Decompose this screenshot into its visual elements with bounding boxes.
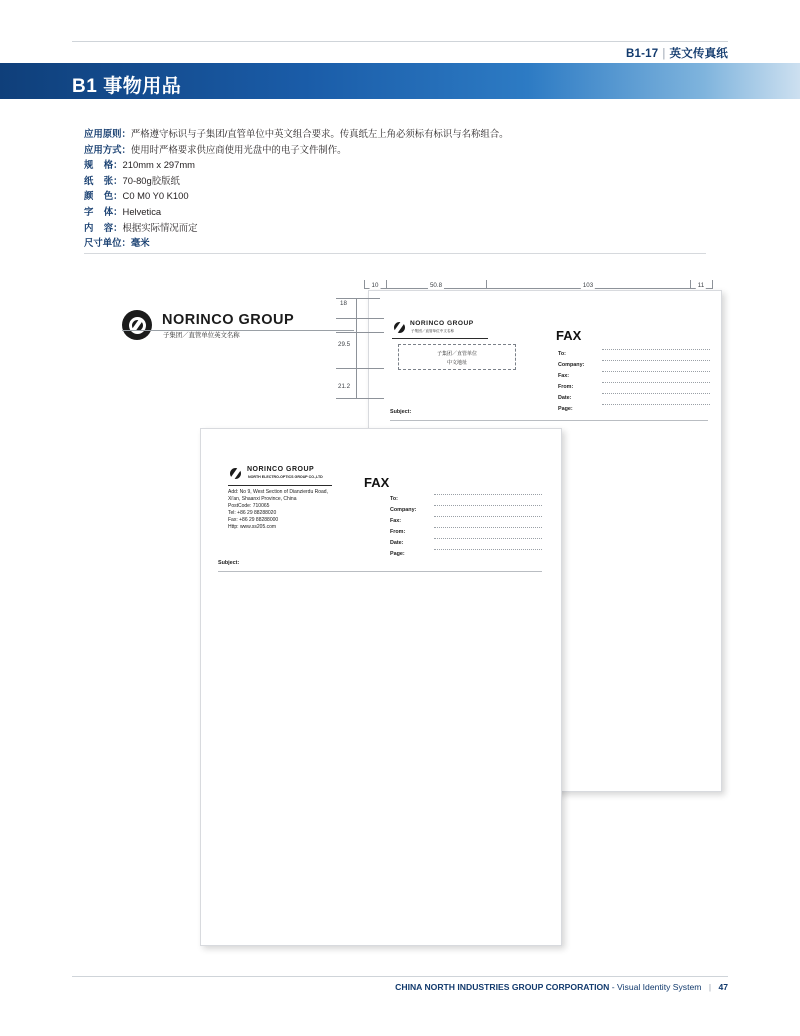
address-line: Add: No 9, West Section of Dianzierdu Road, — [228, 489, 328, 495]
field-label-fax: Fax: — [390, 518, 402, 524]
spec-font-key: 字 体： — [84, 205, 123, 217]
section-title: 事物用品 — [103, 76, 182, 97]
dim-h-4: 11 — [697, 282, 705, 289]
dim-h-1: 10 — [371, 282, 379, 289]
mock-top-fax-title: FAX — [556, 328, 582, 343]
header-section-code: B1-17 — [625, 48, 659, 60]
address-line: Http: www.ss205.com — [228, 524, 277, 530]
dim-h-3: 103 — [582, 282, 594, 289]
field-label-to: To: — [390, 496, 398, 502]
mock-top-logo-subtitle: 子集团／直管单位中文名称 — [411, 328, 455, 333]
field-label-from: From: — [558, 384, 574, 390]
mock-top-logo-wordmark: NORINCO GROUP — [410, 320, 474, 327]
field-row — [558, 353, 710, 368]
spec-content-row — [84, 220, 704, 236]
spec-content-key: 内 容： — [84, 221, 123, 233]
field-row — [390, 498, 542, 513]
spec-content-value: 根据实际情况而定 — [122, 221, 198, 233]
spec-size-key: 规 格： — [84, 159, 123, 171]
footer-company: CHINA NORTH INDUSTRIES GROUP CORPORATION — [395, 982, 610, 992]
field-row — [390, 531, 542, 546]
dim-v-3: 21.2 — [338, 383, 351, 390]
spec-block — [84, 126, 704, 251]
spec-font-value: Helvetica — [122, 205, 162, 217]
address-line: Tel: +86 29 88288020 — [228, 510, 277, 516]
field-row — [390, 520, 542, 535]
placeholder-line-1: 子集团／直管单位 — [436, 351, 477, 357]
header-divider — [72, 41, 728, 42]
tick-row — [360, 280, 720, 294]
field-label-page: Page: — [390, 551, 405, 557]
spec-color-value: C0 M0 Y0 K100 — [122, 190, 189, 202]
field-label-page: Page: — [558, 406, 573, 412]
mock-front-logo-subtitle: NORTH ELECTRO-OPTICS GROUP CO.,LTD — [248, 475, 323, 479]
logo-wordmark-large: NORINCO GROUP — [162, 312, 295, 328]
spec-color-row — [84, 188, 704, 204]
footer-separator: | — [708, 982, 712, 992]
footer-system: - Visual Identity System — [611, 982, 702, 992]
field-row — [558, 386, 710, 401]
logo-lockup-large — [122, 308, 352, 348]
mock-front-fax-fields — [390, 487, 542, 557]
logo-subtitle-large: 子集团／直管单位英文名称 — [163, 332, 240, 339]
spec-principle-row — [84, 126, 704, 142]
field-label-company: Company: — [558, 362, 585, 368]
spec-principle-key: 应用原则： — [84, 128, 131, 139]
mock-top-subject-label: Subject: — [390, 409, 412, 415]
spec-unit-label: 尺寸单位：毫米 — [84, 237, 150, 249]
spec-method-value: 使用时严格要求供应商使用光盘中的电子文件制作。 — [130, 143, 347, 155]
mock-top-address-placeholder — [398, 344, 516, 370]
page-title — [72, 71, 181, 98]
spec-principle-value: 严格遵守标识与子集团/直管单位中英文组合要求。传真纸左上角必须标有标识与名称组合。 — [130, 128, 509, 139]
mock-front-address-block — [228, 489, 358, 531]
address-line: Xi'an, Shaanxi Province, China — [228, 496, 297, 502]
field-row — [558, 342, 710, 357]
footer — [395, 982, 728, 992]
spec-method-row — [84, 142, 704, 158]
spec-paper-row — [84, 173, 704, 189]
field-row — [558, 397, 710, 412]
dim-v-2: 29.5 — [338, 341, 351, 348]
field-label-company: Company: — [390, 507, 417, 513]
mock-front-logo-rule — [228, 485, 332, 486]
dim-v-1: 18 — [340, 300, 347, 307]
field-label-date: Date: — [558, 395, 572, 401]
norinco-logo-icon — [228, 466, 243, 481]
field-label-date: Date: — [390, 540, 404, 546]
section-code: B1 — [72, 76, 98, 97]
field-label-to: To: — [558, 351, 566, 357]
spec-paper-key: 纸 张： — [84, 174, 123, 186]
field-row — [390, 487, 542, 502]
mock-top-fax-fields — [558, 342, 710, 412]
address-line: Fax: +86 29 88288000 — [228, 517, 279, 523]
spec-size-value: 210mm x 297mm — [122, 159, 195, 171]
field-label-from: From: — [390, 529, 406, 535]
field-row — [558, 364, 710, 379]
header-section-label — [626, 45, 728, 61]
mock-front-logo-wordmark: NORINCO GROUP — [247, 466, 315, 473]
field-row — [390, 509, 542, 524]
field-row — [558, 375, 710, 390]
footer-divider — [72, 976, 728, 977]
spec-size-row — [84, 157, 704, 173]
spec-paper-value: 70-80g胶版纸 — [122, 174, 180, 186]
footer-page-number: 47 — [718, 982, 728, 992]
placeholder-line-2: 中文地址 — [446, 360, 467, 366]
spec-unit-row — [84, 235, 704, 251]
mock-front-subject-label: Subject: — [218, 560, 240, 566]
mock-top-logo-rule — [392, 338, 488, 339]
spec-method-key: 应用方式： — [84, 143, 131, 155]
norinco-logo-icon — [122, 310, 152, 340]
field-row — [390, 542, 542, 557]
mock-top-subject-rule — [390, 420, 708, 421]
norinco-logo-icon — [392, 320, 406, 334]
mock-front-subject-rule — [218, 571, 542, 572]
spec-divider — [84, 253, 706, 254]
spec-color-key: 颜 色： — [84, 190, 123, 202]
mock-front-fax-title: FAX — [364, 475, 390, 490]
dim-h-2: 50.8 — [429, 282, 443, 289]
address-line: PostCode: 710065 — [228, 503, 270, 509]
header-section-title: 英文传真纸 — [669, 48, 728, 60]
header-separator: | — [662, 48, 666, 60]
field-label-fax: Fax: — [558, 373, 570, 379]
logo-baseline-guide — [122, 330, 354, 331]
spec-font-row — [84, 204, 704, 220]
